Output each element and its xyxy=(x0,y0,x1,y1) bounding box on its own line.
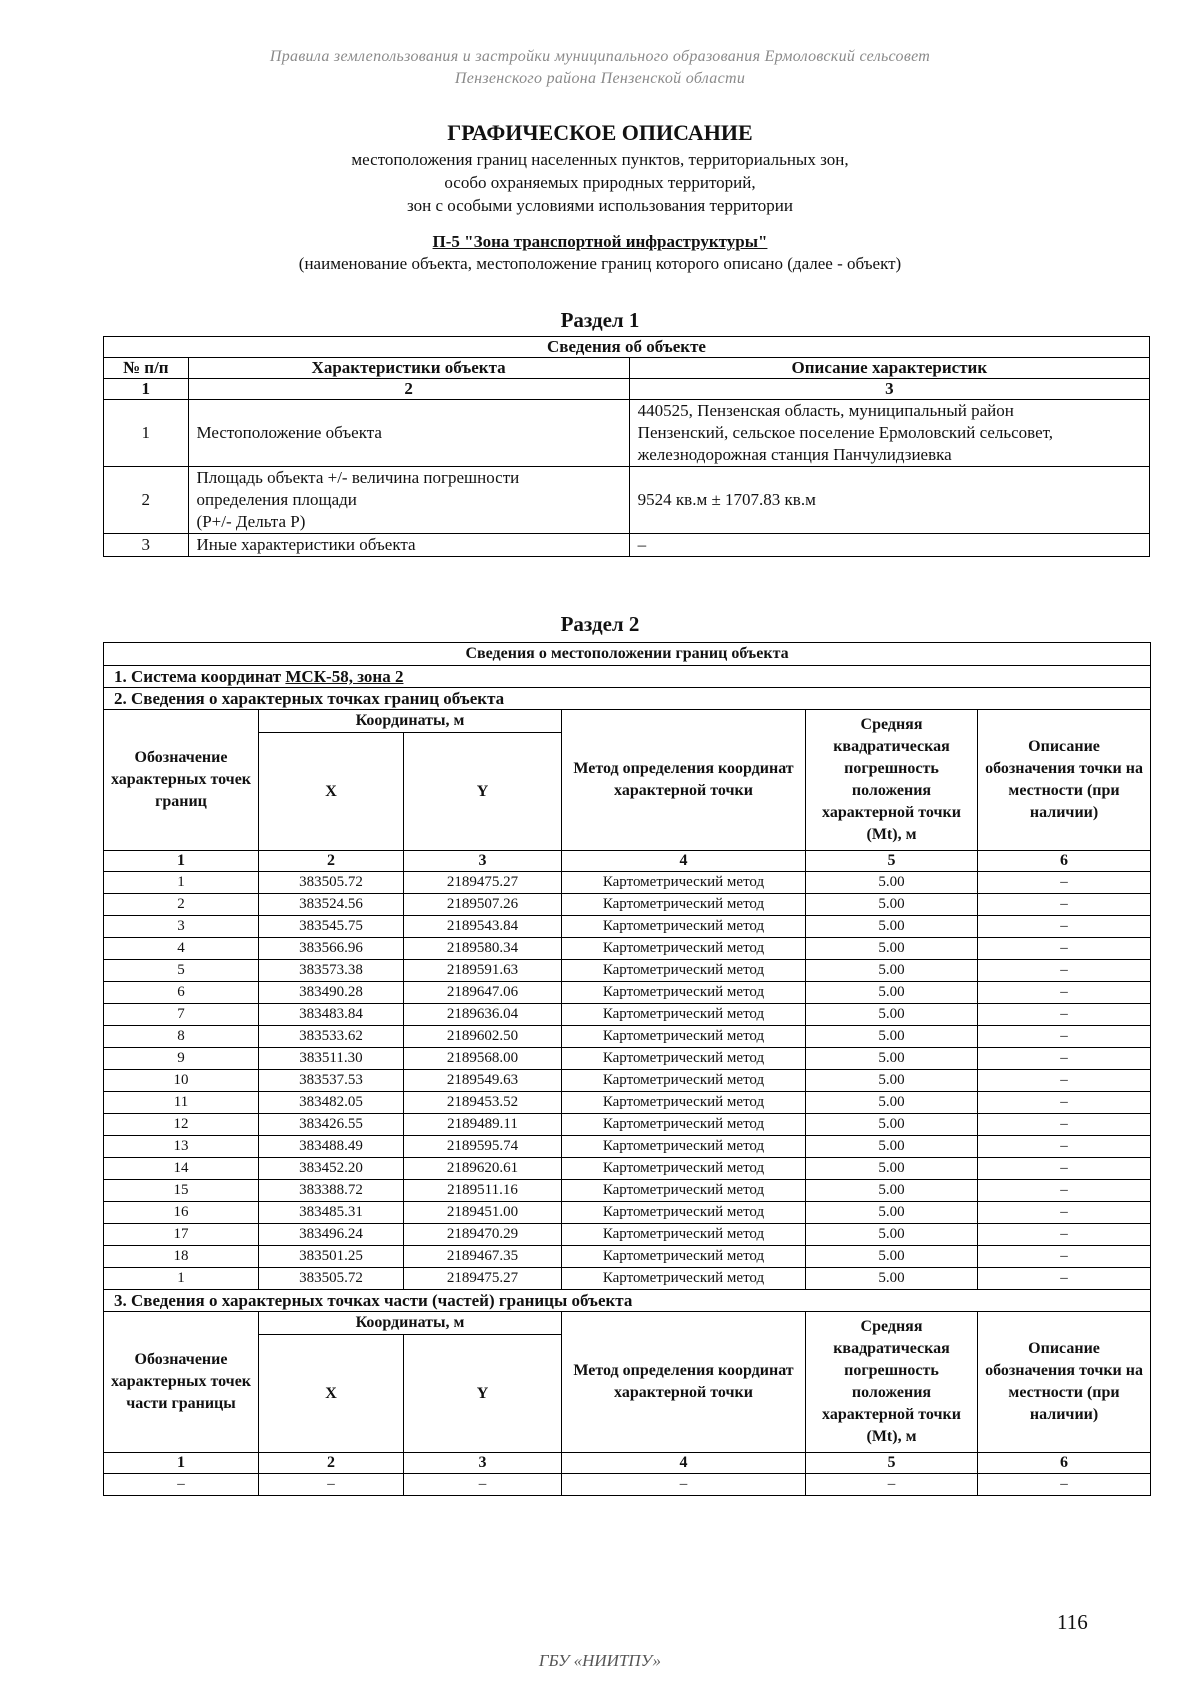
point-error: 5.00 xyxy=(806,1246,978,1268)
point-y: 2189507.26 xyxy=(404,894,562,916)
table-row xyxy=(104,1070,1151,1092)
table-row xyxy=(104,1048,1151,1070)
point-y: 2189591.63 xyxy=(404,960,562,982)
point-x: 383505.72 xyxy=(259,1268,404,1290)
point-y: 2189602.50 xyxy=(404,1026,562,1048)
point-description: – xyxy=(978,894,1151,916)
point-description: – xyxy=(978,960,1151,982)
column-number: 3 xyxy=(629,379,1149,400)
header-line-2: Пензенского района Пензенской области xyxy=(454,70,746,87)
point-x: 383496.24 xyxy=(259,1224,404,1246)
table-row xyxy=(104,982,1151,1004)
point-designation: 10 xyxy=(104,1070,259,1092)
point-designation: 11 xyxy=(104,1092,259,1114)
point-x: 383488.49 xyxy=(259,1136,404,1158)
point-error: 5.00 xyxy=(806,1048,978,1070)
point-description: – xyxy=(978,982,1151,1004)
point-description: – xyxy=(978,1026,1151,1048)
characteristic-name: Местоположение объекта xyxy=(188,400,629,467)
point-error: 5.00 xyxy=(806,960,978,982)
x-header: X xyxy=(259,1335,404,1453)
parts-header-row xyxy=(104,1312,1151,1335)
table-caption: Сведения о местоположении границ объекта xyxy=(104,643,1151,666)
point-description: – xyxy=(978,1180,1151,1202)
table-caption-row xyxy=(104,643,1151,666)
point-x: 383533.62 xyxy=(259,1026,404,1048)
point-error: 5.00 xyxy=(806,938,978,960)
column-number: 6 xyxy=(978,851,1151,872)
point-designation: 1 xyxy=(104,1268,259,1290)
point-y: 2189475.27 xyxy=(404,872,562,894)
description-header: Описание обозначения точки на местности (при наличии) xyxy=(978,710,1151,851)
table-row xyxy=(104,1136,1151,1158)
column-number: 2 xyxy=(259,851,404,872)
point-method: Картометрический метод xyxy=(562,1136,806,1158)
method-header: Метод определения координат характерной точки xyxy=(562,710,806,851)
point-x: 383573.38 xyxy=(259,960,404,982)
characteristic-name: Иные характеристики объекта xyxy=(188,534,629,557)
point-error: 5.00 xyxy=(806,916,978,938)
point-error: 5.00 xyxy=(806,1114,978,1136)
point-x: 383511.30 xyxy=(259,1048,404,1070)
table-caption: Сведения об объекте xyxy=(104,337,1150,358)
description-line: 440525, Пензенская область, муниципальный район xyxy=(637,401,1014,420)
name-line: Площадь объекта +/- величина погрешности xyxy=(196,468,520,487)
point-x: 383483.84 xyxy=(259,1004,404,1026)
table-row xyxy=(104,1004,1151,1026)
point-description: – xyxy=(978,1114,1151,1136)
point-x: 383452.20 xyxy=(259,1158,404,1180)
point-method: Картометрический метод xyxy=(562,1224,806,1246)
point-y: 2189549.63 xyxy=(404,1070,562,1092)
y-header: Y xyxy=(404,733,562,851)
coord-system-cell xyxy=(104,666,1151,688)
point-description: – xyxy=(978,1224,1151,1246)
table-row xyxy=(104,1180,1151,1202)
column-number: 1 xyxy=(104,851,259,872)
column-header: № п/п xyxy=(104,358,189,379)
point-designation: 7 xyxy=(104,1004,259,1026)
table-row xyxy=(104,1474,1151,1496)
column-number: 3 xyxy=(404,1453,562,1474)
point-designation: 18 xyxy=(104,1246,259,1268)
point-method: Картометрический метод xyxy=(562,982,806,1004)
point-y: 2189620.61 xyxy=(404,1158,562,1180)
point-designation: 8 xyxy=(104,1026,259,1048)
column-number: 4 xyxy=(562,851,806,872)
y-header: Y xyxy=(404,1335,562,1453)
point-error: 5.00 xyxy=(806,894,978,916)
point-error: – xyxy=(806,1474,978,1496)
table-row xyxy=(104,960,1151,982)
point-error: 5.00 xyxy=(806,982,978,1004)
point-x: 383490.28 xyxy=(259,982,404,1004)
point-y: 2189451.00 xyxy=(404,1202,562,1224)
page-header xyxy=(0,46,1200,90)
table-row xyxy=(104,1158,1151,1180)
point-error: 5.00 xyxy=(806,1092,978,1114)
page-number: 116 xyxy=(1057,1610,1088,1634)
point-y: 2189475.27 xyxy=(404,1268,562,1290)
table-row xyxy=(104,1202,1151,1224)
point-method: Картометрический метод xyxy=(562,1158,806,1180)
description-line: Пензенский, сельское поселение Ермоловский сельсовет, xyxy=(637,423,1054,442)
column-number-row xyxy=(104,379,1150,400)
coord-system-row xyxy=(104,666,1151,688)
table-row xyxy=(104,400,1150,467)
boundary-points-table xyxy=(103,642,1151,1496)
point-x: 383485.31 xyxy=(259,1202,404,1224)
row-number: 2 xyxy=(104,467,189,534)
parts-title: 3. Сведения о характерных точках части (частей) границы объекта xyxy=(104,1290,1151,1312)
point-y: 2189543.84 xyxy=(404,916,562,938)
point-x: 383545.75 xyxy=(259,916,404,938)
table-row xyxy=(104,938,1151,960)
point-description: – xyxy=(978,916,1151,938)
column-number: 2 xyxy=(188,379,629,400)
column-number-row xyxy=(104,1453,1151,1474)
table-row xyxy=(104,534,1150,557)
point-x: 383505.72 xyxy=(259,872,404,894)
point-method: Картометрический метод xyxy=(562,872,806,894)
point-error: 5.00 xyxy=(806,1180,978,1202)
characteristic-description xyxy=(629,400,1149,467)
point-y: 2189647.06 xyxy=(404,982,562,1004)
points-header-row xyxy=(104,710,1151,733)
point-method: Картометрический метод xyxy=(562,894,806,916)
point-method: Картометрический метод xyxy=(562,916,806,938)
subtitle-line-2: особо охраняемых природных территорий, xyxy=(444,173,756,192)
point-y: – xyxy=(404,1474,562,1496)
point-description: – xyxy=(978,872,1151,894)
characteristic-description: 9524 кв.м ± 1707.83 кв.м xyxy=(629,467,1149,534)
point-method: Картометрический метод xyxy=(562,1114,806,1136)
point-method: Картометрический метод xyxy=(562,1202,806,1224)
point-error: 5.00 xyxy=(806,872,978,894)
error-header: Средняя квадратическая погрешность положения характерной точки (Mt), м xyxy=(806,1312,978,1453)
point-description: – xyxy=(978,1004,1151,1026)
point-x: 383537.53 xyxy=(259,1070,404,1092)
header-line-1: Правила землепользования и застройки муниципального образования Ермоловский сельсовет xyxy=(269,48,931,65)
point-y: 2189470.29 xyxy=(404,1224,562,1246)
point-designation: 5 xyxy=(104,960,259,982)
page-footer: ГБУ «НИИТПУ» xyxy=(538,1651,662,1670)
point-error: 5.00 xyxy=(806,1004,978,1026)
point-x: – xyxy=(259,1474,404,1496)
point-designation: 1 xyxy=(104,872,259,894)
point-description: – xyxy=(978,1070,1151,1092)
point-x: 383524.56 xyxy=(259,894,404,916)
point-error: 5.00 xyxy=(806,1070,978,1092)
table-row xyxy=(104,1246,1151,1268)
point-error: 5.00 xyxy=(806,1136,978,1158)
point-designation: 3 xyxy=(104,916,259,938)
table-row xyxy=(104,1268,1151,1290)
row-number: 3 xyxy=(104,534,189,557)
coords-header: Координаты, м xyxy=(259,1312,562,1335)
point-designation: 4 xyxy=(104,938,259,960)
parts-title-row xyxy=(104,1290,1151,1312)
section-2-heading: Раздел 2 xyxy=(560,612,640,636)
column-number: 2 xyxy=(259,1453,404,1474)
point-designation: 9 xyxy=(104,1048,259,1070)
section-1-heading: Раздел 1 xyxy=(560,308,640,332)
table-row xyxy=(104,916,1151,938)
column-number: 3 xyxy=(404,851,562,872)
point-description: – xyxy=(978,1092,1151,1114)
point-y: 2189580.34 xyxy=(404,938,562,960)
point-method: Картометрический метод xyxy=(562,1092,806,1114)
point-method: Картометрический метод xyxy=(562,1268,806,1290)
point-designation: – xyxy=(104,1474,259,1496)
table-row xyxy=(104,872,1151,894)
point-method: Картометрический метод xyxy=(562,1070,806,1092)
method-header: Метод определения координат характерной точки xyxy=(562,1312,806,1453)
point-description: – xyxy=(978,1158,1151,1180)
point-y: 2189453.52 xyxy=(404,1092,562,1114)
table-row xyxy=(104,1224,1151,1246)
object-info-table xyxy=(103,336,1150,557)
column-number: 6 xyxy=(978,1453,1151,1474)
point-designation: 12 xyxy=(104,1114,259,1136)
point-x: 383426.55 xyxy=(259,1114,404,1136)
point-y: 2189467.35 xyxy=(404,1246,562,1268)
point-y: 2189489.11 xyxy=(404,1114,562,1136)
designation-parts-header: Обозначение характерных точек части границы xyxy=(104,1312,259,1453)
name-line: определения площади xyxy=(196,490,357,509)
subtitle-line-1: местоположения границ населенных пунктов, территориальных зон, xyxy=(351,150,849,169)
point-y: 2189568.00 xyxy=(404,1048,562,1070)
coords-header: Координаты, м xyxy=(259,710,562,733)
points-title: 2. Сведения о характерных точках границ объекта xyxy=(104,688,1151,710)
points-title-row xyxy=(104,688,1151,710)
point-description: – xyxy=(978,1474,1151,1496)
point-method: Картометрический метод xyxy=(562,938,806,960)
point-method: Картометрический метод xyxy=(562,1026,806,1048)
point-description: – xyxy=(978,938,1151,960)
point-designation: 17 xyxy=(104,1224,259,1246)
column-number: 1 xyxy=(104,1453,259,1474)
point-designation: 2 xyxy=(104,894,259,916)
point-description: – xyxy=(978,1268,1151,1290)
point-designation: 6 xyxy=(104,982,259,1004)
point-designation: 15 xyxy=(104,1180,259,1202)
point-description: – xyxy=(978,1136,1151,1158)
column-number: 1 xyxy=(104,379,189,400)
x-header: X xyxy=(259,733,404,851)
point-designation: 13 xyxy=(104,1136,259,1158)
point-y: 2189636.04 xyxy=(404,1004,562,1026)
column-number-row xyxy=(104,851,1151,872)
document-title: ГРАФИЧЕСКОЕ ОПИСАНИЕ xyxy=(447,120,753,145)
name-line: (Р+/- Дельта Р) xyxy=(196,512,306,531)
column-number: 5 xyxy=(806,1453,978,1474)
point-error: 5.00 xyxy=(806,1202,978,1224)
description-header: Описание обозначения точки на местности (при наличии) xyxy=(978,1312,1151,1453)
point-description: – xyxy=(978,1048,1151,1070)
point-method: Картометрический метод xyxy=(562,1004,806,1026)
subtitle-line-3: зон с особыми условиями использования территории xyxy=(407,196,793,215)
point-x: 383388.72 xyxy=(259,1180,404,1202)
table-row xyxy=(104,1026,1151,1048)
point-method: Картометрический метод xyxy=(562,1048,806,1070)
object-note: (наименование объекта, местоположение границ которого описано (далее - объект) xyxy=(298,254,902,273)
column-number: 5 xyxy=(806,851,978,872)
coord-system-label: 1. Система координат xyxy=(114,667,282,686)
description-line: железнодорожная станция Панчулидзиевка xyxy=(637,445,952,464)
point-designation: 16 xyxy=(104,1202,259,1224)
point-x: 383482.05 xyxy=(259,1092,404,1114)
title-block xyxy=(0,118,1200,275)
table-caption-row xyxy=(104,337,1150,358)
point-description: – xyxy=(978,1202,1151,1224)
point-error: 5.00 xyxy=(806,1026,978,1048)
point-method: Картометрический метод xyxy=(562,1246,806,1268)
point-method: Картометрический метод xyxy=(562,960,806,982)
table-header-row xyxy=(104,358,1150,379)
table-row xyxy=(104,894,1151,916)
point-error: 5.00 xyxy=(806,1158,978,1180)
point-error: 5.00 xyxy=(806,1224,978,1246)
point-designation: 14 xyxy=(104,1158,259,1180)
column-number: 4 xyxy=(562,1453,806,1474)
point-x: 383501.25 xyxy=(259,1246,404,1268)
object-name: П-5 "Зона транспортной инфраструктуры" xyxy=(432,232,768,251)
characteristic-name xyxy=(188,467,629,534)
designation-header: Обозначение характерных точек границ xyxy=(104,710,259,851)
coord-system-value: МСК-58, зона 2 xyxy=(285,667,404,686)
point-y: 2189595.74 xyxy=(404,1136,562,1158)
characteristic-description: – xyxy=(629,534,1149,557)
row-number: 1 xyxy=(104,400,189,467)
column-header: Описание характеристик xyxy=(629,358,1149,379)
point-method: – xyxy=(562,1474,806,1496)
point-y: 2189511.16 xyxy=(404,1180,562,1202)
point-x: 383566.96 xyxy=(259,938,404,960)
error-header: Средняя квадратическая погрешность положения характерной точки (Mt), м xyxy=(806,710,978,851)
table-row xyxy=(104,1092,1151,1114)
table-row xyxy=(104,467,1150,534)
table-row xyxy=(104,1114,1151,1136)
point-description: – xyxy=(978,1246,1151,1268)
point-method: Картометрический метод xyxy=(562,1180,806,1202)
point-error: 5.00 xyxy=(806,1268,978,1290)
column-header: Характеристики объекта xyxy=(188,358,629,379)
